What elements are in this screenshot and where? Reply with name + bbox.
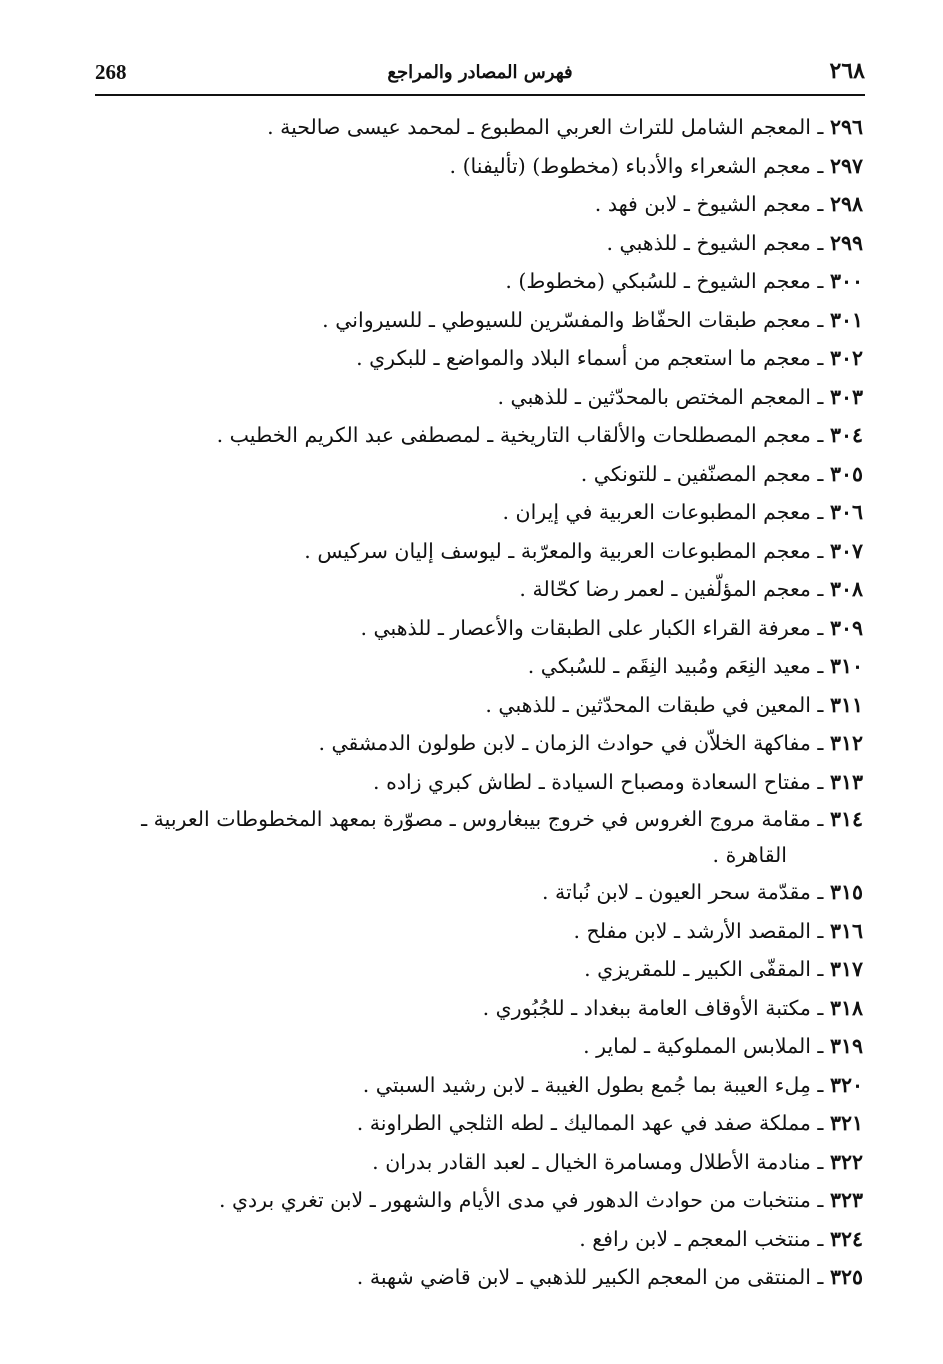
entry-text: معيد النِعَم ومُبيد النِقَم ـ للسُبكي . — [527, 654, 811, 678]
reference-entry: ٣٠٩ ـ معرفة القراء الكبار على الطبقات والأعصار ـ للذهبي . — [360, 615, 863, 640]
entry-number: ٣٢٢ — [829, 1149, 863, 1174]
reference-entry: ٣١٨ ـ مكتبة الأوقاف العامة ببغداد ـ للجُبُوري . — [482, 995, 863, 1020]
reference-entry: ٣٠١ ـ معجم طبقات الحفّاظ والمفسّرين للسيوطي ـ للسيرواني . — [322, 307, 863, 332]
reference-entry: ٣١٠ ـ معيد النِعَم ومُبيد النِقَم ـ للسُبكي . — [527, 654, 863, 678]
entry-number: ٣٠٣ — [829, 384, 863, 409]
entry-number: ٣٠٥ — [829, 461, 863, 486]
reference-entry: ٢٩٦ ـ المعجم الشامل للتراث العربي المطبوع ـ لمحمد عيسى صالحية . — [267, 115, 863, 139]
entry-text: مكتبة الأوقاف العامة ببغداد ـ للجُبُوري . — [482, 995, 811, 1020]
reference-entry: ٣١١ ـ المعين في طبقات المحدّثين ـ للذهبي . — [485, 692, 863, 717]
entry-text: معجم المؤلّفين ـ لعمر رضا كحّالة . — [519, 577, 811, 601]
entry-number: ٢٩٦ — [829, 115, 863, 139]
reference-entry: ٢٩٨ ـ معجم الشيوخ ـ لابن فهد . — [594, 192, 863, 216]
entry-text: المعجم الشامل للتراث العربي المطبوع ـ لمحمد عيسى صالحية . — [267, 115, 811, 139]
page-title: فهرس المصادر والمراجع — [387, 62, 573, 83]
reference-entry: ٣١٥ ـ مقدّمة سحر العيون ـ لابن نُباتة . — [541, 880, 863, 904]
entry-text: معجم الشيوخ ـ للذهبي . — [606, 230, 811, 255]
reference-entry: ٣٠٣ ـ المعجم المختص بالمحدّثين ـ للذهبي . — [497, 384, 863, 409]
entry-number: ٣١٩ — [829, 1034, 863, 1058]
reference-entry: ٣١٣ ـ مفتاح السعادة ومصباح السيادة ـ لطاش كبري زاده . — [373, 769, 863, 794]
entry-text: المقصد الأرشد ـ لابن مفلح . — [573, 918, 811, 943]
entry-number: ٣١٢ — [829, 731, 863, 755]
reference-entry: ٣١٦ ـ المقصد الأرشد ـ لابن مفلح . — [573, 918, 863, 943]
entry-number: ٣٢١ — [829, 1111, 863, 1135]
entry-text: معجم المطبوعات العربية والمعرّبة ـ ليوسف إليان سركيس . — [304, 538, 811, 563]
entry-number: ٣٠٢ — [829, 346, 863, 370]
entry-text: المقفّى الكبير ـ للمقريزي . — [584, 957, 811, 981]
entry-number: ٣٠٤ — [829, 423, 863, 447]
entry-number: ٣٠٩ — [829, 615, 863, 640]
entry-number: ٣٠٦ — [829, 500, 863, 524]
entry-number: ٣٠٠ — [829, 269, 863, 293]
reference-entry: ٣٢٣ ـ منتخبات من حوادث الدهور في مدى الأيام والشهور ـ لابن تغري بردي . — [218, 1188, 863, 1212]
entry-text: معجم طبقات الحفّاظ والمفسّرين للسيوطي ـ للسيرواني . — [322, 307, 811, 332]
entry-text: منادمة الأطلال ومسامرة الخيال ـ لعبد القادر بدران . — [372, 1149, 811, 1174]
entry-text: مقامة مروج الغروس في خروج بيبغاروس ـ مصوّرة بمعهد المخطوطات العربية ـ — [141, 807, 811, 831]
entry-text: معجم الشيوخ ـ للسُبكي (مخطوط) . — [505, 269, 811, 293]
page-number-latin: 268 — [95, 60, 127, 84]
entry-text: معجم المصطلحات والألقاب التاريخية ـ لمصطفى عبد الكريم الخطيب . — [216, 423, 811, 447]
entry-number: ٣١٦ — [829, 918, 863, 943]
entry-number: ٣١٥ — [829, 880, 863, 904]
reference-entry: ٢٩٧ ـ معجم الشعراء والأدباء (مخطوط) (تأليفنا) . — [449, 153, 863, 178]
reference-entry: ٣١٩ ـ الملابس المملوكية ـ لماير . — [583, 1034, 863, 1058]
entry-text: منتخبات من حوادث الدهور في مدى الأيام والشهور ـ لابن تغري بردي . — [218, 1188, 811, 1212]
reference-entry: ٣٢٤ ـ منتخب المعجم ـ لابن رافع . — [579, 1226, 863, 1251]
entry-number: ٢٩٧ — [829, 153, 863, 178]
reference-entry: ٣٢٥ ـ المنتقى من المعجم الكبير للذهبي ـ لابن قاضي شهبة . — [356, 1265, 863, 1289]
reference-list — [73, 108, 863, 1297]
entry-text: المعين في طبقات المحدّثين ـ للذهبي . — [485, 692, 811, 717]
reference-entry: ٣٠٦ ـ معجم المطبوعات العربية في إيران . — [502, 500, 863, 524]
reference-entry: ٣١٧ ـ المقفّى الكبير ـ للمقريزي . — [584, 957, 863, 981]
entry-number: ٣٢٥ — [829, 1265, 863, 1289]
entry-text: المعجم المختص بالمحدّثين ـ للذهبي . — [497, 384, 811, 409]
reference-entry: ٣٠٤ ـ معجم المصطلحات والألقاب التاريخية ـ لمصطفى عبد الكريم الخطيب . — [216, 423, 863, 447]
entry-number: ٢٩٨ — [829, 192, 863, 216]
reference-entry: ٣٠٨ ـ معجم المؤلّفين ـ لعمر رضا كحّالة . — [519, 577, 863, 601]
reference-entry: ٣٠٥ ـ معجم المصنّفين ـ للتونكي . — [580, 461, 863, 486]
reference-entry: ٢٩٩ ـ معجم الشيوخ ـ للذهبي . — [606, 230, 863, 255]
entry-text: مقدّمة سحر العيون ـ لابن نُباتة . — [541, 880, 811, 904]
page-header — [95, 58, 865, 96]
entry-number: ٣٠٧ — [829, 538, 863, 563]
entry-number: ٣٢٠ — [829, 1072, 863, 1097]
entry-text: معجم ما استعجم من أسماء البلاد والمواضع ـ للبكري . — [356, 346, 811, 370]
entry-text: معجم المطبوعات العربية في إيران . — [502, 500, 811, 524]
reference-entry: ٣٠٠ ـ معجم الشيوخ ـ للسُبكي (مخطوط) . — [505, 269, 863, 293]
page-number-arabic: ٢٦٨ — [829, 58, 865, 84]
entry-number: ٣١٠ — [829, 654, 863, 678]
reference-entry: ٣١٤ ـ مقامة مروج الغروس في خروج بيبغاروس ـ مصوّرة بمعهد المخطوطات العربية ـ القاهرة . — [73, 801, 863, 873]
entry-number: ٣٠٨ — [829, 577, 863, 601]
entry-text: معجم الشعراء والأدباء (مخطوط) (تأليفنا) . — [449, 153, 811, 178]
entry-text: معجم الشيوخ ـ لابن فهد . — [594, 192, 811, 216]
entry-number: ٣١٣ — [829, 769, 863, 794]
entry-number: ٣٢٤ — [829, 1226, 863, 1251]
reference-entry: ٣١٢ ـ مفاكهة الخلاّن في حوادث الزمان ـ لابن طولون الدمشقي . — [318, 731, 863, 755]
entry-text-continuation: القاهرة . — [712, 843, 787, 867]
entry-text: منتخب المعجم ـ لابن رافع . — [579, 1226, 811, 1251]
entry-text: مفتاح السعادة ومصباح السيادة ـ لطاش كبري زاده . — [373, 769, 811, 794]
entry-text: معرفة القراء الكبار على الطبقات والأعصار ـ للذهبي . — [360, 615, 811, 640]
reference-entry: ٣٠٧ ـ معجم المطبوعات العربية والمعرّبة ـ ليوسف إليان سركيس . — [304, 538, 863, 563]
entry-number: ٣١٤ — [829, 807, 863, 831]
entry-number: ٣١٧ — [829, 957, 863, 981]
entry-number: ٣١٨ — [829, 995, 863, 1020]
entry-number: ٣١١ — [829, 692, 863, 717]
reference-entry: ٣٢٢ ـ منادمة الأطلال ومسامرة الخيال ـ لعبد القادر بدران . — [372, 1149, 863, 1174]
entry-text: مفاكهة الخلاّن في حوادث الزمان ـ لابن طولون الدمشقي . — [318, 731, 811, 755]
entry-text: الملابس المملوكية ـ لماير . — [583, 1034, 811, 1058]
reference-entry: ٣٢٠ ـ مِلء العيبة بما جُمع بطول الغيبة ـ لابن رشيد السبتي . — [362, 1072, 863, 1097]
reference-entry: ٣٠٢ ـ معجم ما استعجم من أسماء البلاد والمواضع ـ للبكري . — [356, 346, 863, 370]
entry-text: مملكة صفد في عهد المماليك ـ لطه الثلجي الطراونة . — [356, 1111, 811, 1135]
entry-number: ٢٩٩ — [829, 230, 863, 255]
entry-text: المنتقى من المعجم الكبير للذهبي ـ لابن قاضي شهبة . — [356, 1265, 811, 1289]
entry-number: ٣٢٣ — [829, 1188, 863, 1212]
entry-text: معجم المصنّفين ـ للتونكي . — [580, 461, 811, 486]
entry-number: ٣٠١ — [829, 307, 863, 332]
entry-text: مِلء العيبة بما جُمع بطول الغيبة ـ لابن رشيد السبتي . — [362, 1072, 811, 1097]
reference-entry: ٣٢١ ـ مملكة صفد في عهد المماليك ـ لطه الثلجي الطراونة . — [356, 1111, 863, 1135]
